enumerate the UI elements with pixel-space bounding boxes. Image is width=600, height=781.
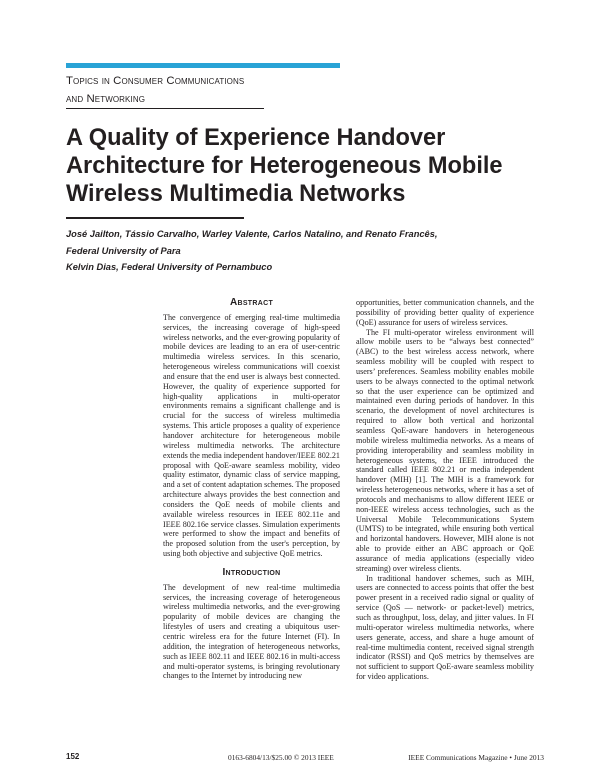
left-column [163,298,340,681]
abstract-heading: Abstract [229,297,274,308]
title-line-2: Architecture for Heterogeneous Mobile [66,153,503,179]
introduction-heading: Introduction [222,566,281,578]
article-title [66,124,546,208]
page-footer [66,750,544,764]
authors-affiliation-1: Federal University of Para [66,245,181,256]
copyright-code: 0163-6804/13/$25.00 © 2013 IEEE [228,753,334,762]
right-column [356,298,534,682]
section-label-line-2: and Networking [66,93,146,105]
abstract-text: The convergence of emerging real-time multimedia services, the increasing coverage of high-speed wireless networks, and the ever-growing popularity of mobile devices are leading to an era of user-centric multimedia wireless services. In this scenario, heterogeneous wireless communications will coexist and ensure that the end user is always best connected. However, the quality of experience supported for high-quality applications in multi-operator environments remains a significant challenge and is crucial for the success of wireless multimedia systems. This article proposes a quality of experience handover architecture for heterogeneous mobile wireless multimedia networks. The architecture extends the media independent handover/IEEE 802.21 proposal with QoE-aware seamless mobility, video quality estimator, dynamic class of service mapping, and a set of content adaptation schemes. The proposed architecture always provides the best connection and considers the QoE needs of mobile clients and available wireless resources in IEEE 802.11e and IEEE 802.16e service classes. Simulation experiments were performed to show the impact and benefits of the proposed solution from the user's perception, by using both objective and subjective QoE metrics. [163,312,340,559]
section-label-line-1: Topics in Consumer Communications [66,75,245,87]
title-line-3: Wireless Multimedia Networks [66,181,406,207]
right-paragraph-3: In traditional handover schemes, such as MIH, users are connected to access points that offer the best power present in a received radio signal or quality of service (QoS — network- or packet-level) metrics, such as throughput, loss, delay, and jitter values. In FI multi-operator wireless multimedia networks, where users generate, access, and share a huge amount of real-time multimedia content, received signal strength indicator (RSSI) and QoS metrics by themselves are not sufficient to support QoE-aware seamless mobility for video applications. [356,573,534,682]
magazine-issue: IEEE Communications Magazine • June 2013 [408,753,544,762]
title-rule [66,217,244,219]
authors-line-1: José Jailton, Tássio Carvalho, Warley Valente, Carlos Natalino, and Renato Francês, [66,229,438,239]
section-accent-bar [66,63,340,68]
authors-line-2: Kelvin Dias, Federal University of Pernambuco [66,262,273,272]
author-list [66,226,546,276]
introduction-text: The development of new real-time multimedia services, the increasing coverage of heterogeneous wireless multimedia networks, and the ever-growing popularity of mobile devices are changing the lifestyles of users and creating a ubiquitous user-centric wireless era for the future Internet (FI). In addition, the integration of heterogeneous networks, such as IEEE 802.11 and IEEE 802.16 in multi-access and multi-operator systems, is bringing revolutionary changes to the Internet by introducing new [163,582,340,681]
right-paragraph-2: The FI multi-operator wireless environment will allow mobile users to be “always best connected” (ABC) to the best wireless access network, where seamless mobility will be coupled with respect to users’ preferences. Seamless mobility enables mobile users to be always connected to the optimal network so that the user experience can be optimized and maintained even during periods of handover. In this scenario, the development of novel architectures is required to allow both vertical and horizontal seamless QoE-aware handovers in heterogeneous mobile wireless multimedia networks. As a means of providing interoperability and seamless mobility in heterogeneous systems, the IEEE introduced the standard called IEEE 802.21 or media independent handover (MIH) [1]. The MIH is a framework for wireless heterogeneous networks, where it has a set of protocols and mechanisms to allow different IEEE or non-IEEE wireless access technologies, such as the Universal Mobile Telecommunications System (UMTS) to be integrated, while ensuring both vertical and horizontal handovers. However, MIH alone is not able to provide either an ABC approach or QoE assurance of media applications (especially video streaming) over wireless clients. [356,327,534,573]
right-paragraph-1: opportunities, better communication channels, and the possibility of providing better quality of experience (QoE) assurance for users of wireless services. [356,298,534,327]
section-label-rule [66,108,264,109]
section-label [66,72,366,108]
page-number: 152 [66,752,80,761]
title-line-1: A Quality of Experience Handover [66,125,446,151]
